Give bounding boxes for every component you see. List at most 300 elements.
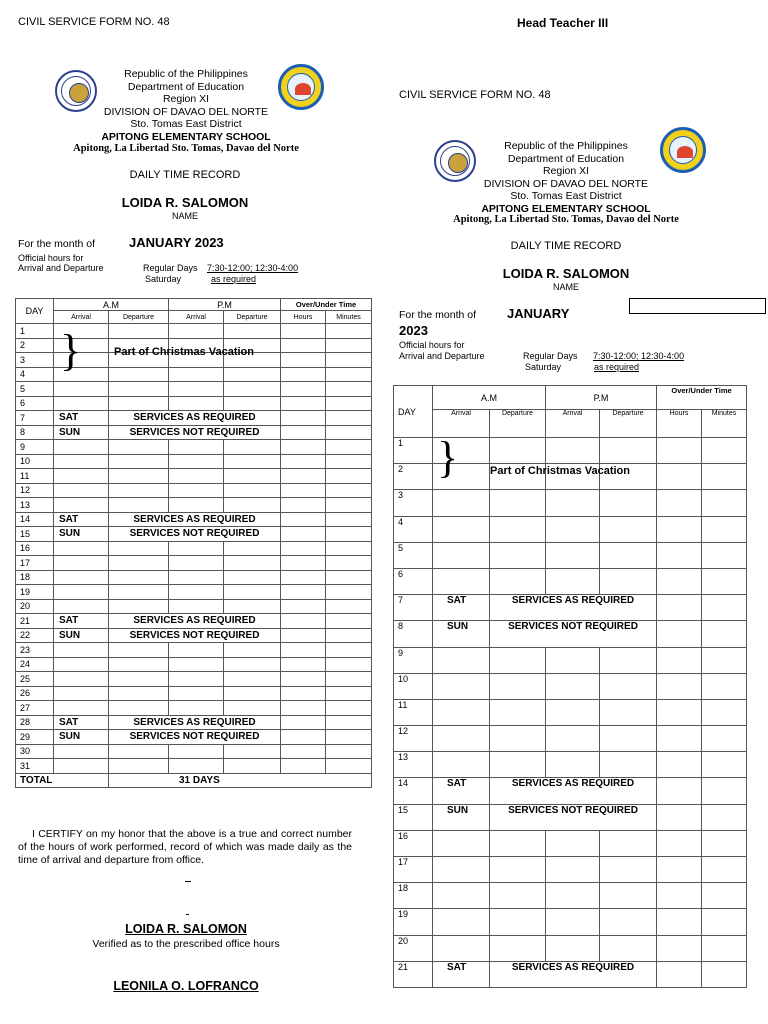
departure-pm-cell[interactable] (224, 324, 281, 339)
minutes-cell[interactable] (326, 628, 372, 643)
minutes-cell[interactable] (326, 483, 372, 498)
minutes-cell[interactable] (326, 701, 372, 716)
departure-pm-cell[interactable] (224, 599, 281, 614)
minutes-cell[interactable] (702, 568, 747, 594)
departure-pm-cell[interactable] (224, 498, 281, 513)
minutes-cell[interactable] (702, 595, 747, 621)
right-christmas-note: Part of Christmas Vacation (490, 465, 630, 477)
hours-cell[interactable] (281, 759, 326, 774)
minutes-cell[interactable] (702, 935, 747, 961)
arrival-pm-cell[interactable] (169, 454, 224, 469)
right-header-minutes: Minutes (702, 410, 747, 438)
day-number: 15 (16, 527, 54, 542)
departure-pm-cell[interactable] (600, 857, 657, 883)
departure-pm-cell[interactable] (224, 367, 281, 382)
departure-pm-cell[interactable] (600, 883, 657, 909)
left-form-number: CIVIL SERVICE FORM NO. 48 (18, 16, 170, 28)
departure-am-cell[interactable] (109, 367, 169, 382)
departure-pm-cell[interactable] (600, 542, 657, 568)
departure-am-cell[interactable] (109, 454, 169, 469)
minutes-cell[interactable] (702, 909, 747, 935)
arrival-pm-cell[interactable] (169, 440, 224, 455)
departure-am-cell[interactable] (109, 701, 169, 716)
arrival-pm-cell[interactable] (546, 516, 600, 542)
arrival-pm-cell[interactable] (546, 490, 600, 516)
departure-pm-cell[interactable] (600, 647, 657, 673)
day-number: 14 (394, 778, 433, 804)
minutes-cell[interactable] (326, 353, 372, 368)
arrival-am-cell[interactable] (433, 699, 490, 725)
hours-cell[interactable] (281, 440, 326, 455)
arrival-pm-cell[interactable] (546, 752, 600, 778)
departure-am-cell[interactable] (490, 830, 546, 856)
right-month-value: JANUARY (507, 306, 570, 321)
departure-am-cell[interactable] (109, 672, 169, 687)
hours-cell[interactable] (281, 367, 326, 382)
minutes-cell[interactable] (702, 621, 747, 647)
departure-am-cell[interactable] (109, 498, 169, 513)
arrival-am-cell[interactable] (433, 542, 490, 568)
arrival-pm-cell[interactable] (546, 438, 600, 464)
departure-am-cell[interactable] (109, 643, 169, 658)
minutes-cell[interactable] (326, 570, 372, 585)
hours-cell[interactable] (281, 425, 326, 440)
arrival-pm-cell[interactable] (546, 883, 600, 909)
weekday-tag: SAT (433, 595, 490, 621)
departure-pm-cell[interactable] (600, 726, 657, 752)
minutes-cell[interactable] (326, 425, 372, 440)
arrival-pm-cell[interactable] (169, 672, 224, 687)
left-header-am: A.M (54, 299, 169, 311)
departure-am-cell[interactable] (490, 542, 546, 568)
arrival-pm-cell[interactable] (169, 643, 224, 658)
table-row (16, 469, 372, 484)
hours-cell[interactable] (657, 857, 702, 883)
minutes-cell[interactable] (326, 643, 372, 658)
service-note: SERVICES AS REQUIRED (490, 778, 657, 804)
hours-cell[interactable] (657, 883, 702, 909)
minutes-cell[interactable] (702, 490, 747, 516)
minutes-cell[interactable] (326, 469, 372, 484)
arrival-am-cell[interactable] (433, 935, 490, 961)
hours-cell[interactable] (657, 830, 702, 856)
hours-cell[interactable] (657, 726, 702, 752)
total-value: 31 DAYS (109, 773, 372, 787)
arrival-pm-cell[interactable] (546, 726, 600, 752)
hours-cell[interactable] (281, 382, 326, 397)
minutes-cell[interactable] (326, 498, 372, 513)
hours-cell[interactable] (281, 454, 326, 469)
left-arrival-departure: Arrival and Departure (18, 263, 104, 273)
departure-am-cell[interactable] (109, 324, 169, 339)
minutes-cell[interactable] (326, 730, 372, 745)
arrival-pm-cell[interactable] (546, 542, 600, 568)
table-row (394, 935, 747, 961)
table-row (16, 498, 372, 513)
arrival-pm-cell[interactable] (169, 367, 224, 382)
hours-cell[interactable] (657, 438, 702, 464)
minutes-cell[interactable] (326, 585, 372, 600)
right-header-arrival-pm: Arrival (546, 410, 600, 438)
arrival-am-cell[interactable] (54, 469, 109, 484)
minutes-cell[interactable] (326, 411, 372, 426)
hours-cell[interactable] (657, 909, 702, 935)
table-row (394, 909, 747, 935)
minutes-cell[interactable] (326, 556, 372, 571)
hours-cell[interactable] (657, 935, 702, 961)
arrival-am-cell[interactable] (54, 744, 109, 759)
departure-pm-cell[interactable] (600, 568, 657, 594)
table-row (16, 454, 372, 469)
departure-pm-cell[interactable] (224, 454, 281, 469)
minutes-cell[interactable] (702, 830, 747, 856)
departure-pm-cell[interactable] (224, 541, 281, 556)
departure-am-cell[interactable] (109, 599, 169, 614)
hours-cell[interactable] (281, 628, 326, 643)
arrival-pm-cell[interactable] (546, 935, 600, 961)
minutes-cell[interactable] (326, 324, 372, 339)
arrival-pm-cell[interactable] (169, 701, 224, 716)
arrival-am-cell[interactable] (54, 382, 109, 397)
day-number: 1 (16, 324, 54, 339)
minutes-cell[interactable] (702, 673, 747, 699)
departure-pm-cell[interactable] (600, 830, 657, 856)
departure-am-cell[interactable] (490, 438, 546, 464)
minutes-cell[interactable] (326, 512, 372, 527)
minutes-cell[interactable] (702, 804, 747, 830)
table-row (16, 730, 372, 745)
arrival-am-cell[interactable] (433, 909, 490, 935)
minutes-cell[interactable] (326, 382, 372, 397)
arrival-pm-cell[interactable] (546, 647, 600, 673)
minutes-cell[interactable] (326, 440, 372, 455)
hours-cell[interactable] (281, 527, 326, 542)
minutes-cell[interactable] (702, 726, 747, 752)
minutes-cell[interactable] (326, 527, 372, 542)
hours-cell[interactable] (281, 686, 326, 701)
arrival-pm-cell[interactable] (169, 382, 224, 397)
hours-cell[interactable] (281, 411, 326, 426)
arrival-am-cell[interactable] (54, 498, 109, 513)
minutes-cell[interactable] (326, 686, 372, 701)
day-number: 29 (16, 730, 54, 745)
hours-cell[interactable] (657, 778, 702, 804)
hours-cell[interactable] (657, 621, 702, 647)
arrival-am-cell[interactable] (433, 568, 490, 594)
departure-am-cell[interactable] (109, 657, 169, 672)
arrival-pm-cell[interactable] (169, 599, 224, 614)
departure-am-cell[interactable] (109, 440, 169, 455)
day-number: 4 (394, 516, 433, 542)
arrival-am-cell[interactable] (54, 483, 109, 498)
arrival-pm-cell[interactable] (169, 541, 224, 556)
departure-am-cell[interactable] (490, 516, 546, 542)
departure-am-cell[interactable] (490, 883, 546, 909)
arrival-pm-cell[interactable] (169, 759, 224, 774)
hours-cell[interactable] (657, 752, 702, 778)
departure-am-cell[interactable] (109, 541, 169, 556)
minutes-cell[interactable] (702, 699, 747, 725)
minutes-cell[interactable] (702, 542, 747, 568)
departure-pm-cell[interactable] (224, 440, 281, 455)
arrival-pm-cell[interactable] (169, 396, 224, 411)
right-arrival-departure: Arrival and Departure (399, 351, 485, 361)
hours-cell[interactable] (281, 483, 326, 498)
hours-cell[interactable] (281, 498, 326, 513)
table-row (394, 804, 747, 830)
arrival-am-cell[interactable] (54, 541, 109, 556)
departure-pm-cell[interactable] (224, 585, 281, 600)
departure-am-cell[interactable] (490, 935, 546, 961)
arrival-am-cell[interactable] (54, 570, 109, 585)
hours-cell[interactable] (281, 614, 326, 629)
service-note: SERVICES NOT REQUIRED (490, 804, 657, 830)
arrival-am-cell[interactable] (54, 686, 109, 701)
arrival-am-cell[interactable] (433, 883, 490, 909)
departure-am-cell[interactable] (109, 396, 169, 411)
departure-am-cell[interactable] (490, 857, 546, 883)
minutes-cell[interactable] (326, 454, 372, 469)
hours-cell[interactable] (281, 570, 326, 585)
day-number: 11 (394, 699, 433, 725)
day-number: 4 (16, 367, 54, 382)
weekday-tag: SAT (54, 411, 109, 426)
minutes-cell[interactable] (702, 961, 747, 987)
departure-pm-cell[interactable] (600, 673, 657, 699)
departure-pm-cell[interactable] (224, 744, 281, 759)
departure-pm-cell[interactable] (224, 570, 281, 585)
departure-am-cell[interactable] (490, 673, 546, 699)
minutes-cell[interactable] (326, 338, 372, 353)
departure-am-cell[interactable] (490, 699, 546, 725)
arrival-am-cell[interactable] (54, 556, 109, 571)
arrival-am-cell[interactable] (54, 454, 109, 469)
arrival-am-cell[interactable] (54, 599, 109, 614)
departure-am-cell[interactable] (109, 570, 169, 585)
arrival-pm-cell[interactable] (169, 585, 224, 600)
arrival-am-cell[interactable] (433, 647, 490, 673)
hours-cell[interactable] (281, 353, 326, 368)
departure-am-cell[interactable] (490, 726, 546, 752)
hours-cell[interactable] (281, 585, 326, 600)
day-number: 11 (16, 469, 54, 484)
arrival-am-cell[interactable] (433, 726, 490, 752)
departure-am-cell[interactable] (109, 469, 169, 484)
hours-cell[interactable] (281, 701, 326, 716)
departure-pm-cell[interactable] (224, 701, 281, 716)
hours-cell[interactable] (281, 643, 326, 658)
weekday-tag: SUN (54, 527, 109, 542)
arrival-pm-cell[interactable] (169, 469, 224, 484)
table-row (16, 701, 372, 716)
departure-pm-cell[interactable] (224, 556, 281, 571)
minutes-cell[interactable] (702, 647, 747, 673)
minutes-cell[interactable] (326, 396, 372, 411)
arrival-pm-cell[interactable] (169, 498, 224, 513)
departure-pm-cell[interactable] (600, 490, 657, 516)
departure-am-cell[interactable] (109, 556, 169, 571)
day-number: 24 (16, 657, 54, 672)
hours-cell[interactable] (657, 647, 702, 673)
departure-am-cell[interactable] (490, 909, 546, 935)
minutes-cell[interactable] (326, 672, 372, 687)
departure-pm-cell[interactable] (600, 909, 657, 935)
left-verified-caption: Verified as to the prescribed office hours (92, 938, 280, 950)
minutes-cell[interactable] (326, 541, 372, 556)
hours-cell[interactable] (657, 595, 702, 621)
table-row (16, 411, 372, 426)
hours-cell[interactable] (281, 541, 326, 556)
minutes-cell[interactable] (702, 778, 747, 804)
departure-am-cell[interactable] (490, 490, 546, 516)
table-row (16, 614, 372, 629)
departure-pm-cell[interactable] (600, 935, 657, 961)
departure-pm-cell[interactable] (600, 699, 657, 725)
departure-am-cell[interactable] (490, 568, 546, 594)
arrival-pm-cell[interactable] (169, 744, 224, 759)
arrival-pm-cell[interactable] (546, 909, 600, 935)
departure-pm-cell[interactable] (224, 657, 281, 672)
arrival-am-cell[interactable] (54, 396, 109, 411)
arrival-pm-cell[interactable] (169, 556, 224, 571)
departure-pm-cell[interactable] (224, 396, 281, 411)
departure-am-cell[interactable] (109, 686, 169, 701)
arrival-am-cell[interactable] (54, 643, 109, 658)
hours-cell[interactable] (281, 324, 326, 339)
table-row (16, 686, 372, 701)
hours-cell[interactable] (657, 568, 702, 594)
arrival-am-cell[interactable] (54, 585, 109, 600)
arrival-am-cell[interactable] (433, 516, 490, 542)
minutes-cell[interactable] (702, 438, 747, 464)
minutes-cell[interactable] (326, 759, 372, 774)
minutes-cell[interactable] (326, 744, 372, 759)
departure-pm-cell[interactable] (224, 686, 281, 701)
left-month-label: For the month of (18, 238, 96, 250)
hours-cell[interactable] (281, 556, 326, 571)
minutes-cell[interactable] (702, 516, 747, 542)
day-number: 14 (16, 512, 54, 527)
hours-cell[interactable] (281, 744, 326, 759)
hours-cell[interactable] (281, 599, 326, 614)
arrival-pm-cell[interactable] (169, 657, 224, 672)
day-number: 6 (394, 568, 433, 594)
departure-pm-cell[interactable] (224, 483, 281, 498)
minutes-cell[interactable] (702, 752, 747, 778)
departure-pm-cell[interactable] (600, 438, 657, 464)
hours-cell[interactable] (657, 673, 702, 699)
left-regular-days-label: Regular Days (143, 263, 198, 273)
minutes-cell[interactable] (326, 614, 372, 629)
arrival-am-cell[interactable] (54, 672, 109, 687)
hours-cell[interactable] (281, 715, 326, 730)
departure-am-cell[interactable] (109, 483, 169, 498)
hours-cell[interactable] (657, 961, 702, 987)
table-row (394, 647, 747, 673)
minutes-cell[interactable] (702, 883, 747, 909)
table-row (394, 726, 747, 752)
arrival-pm-cell[interactable] (546, 673, 600, 699)
arrival-pm-cell[interactable] (546, 830, 600, 856)
service-note: SERVICES NOT REQUIRED (109, 527, 281, 542)
departure-pm-cell[interactable] (224, 672, 281, 687)
minutes-cell[interactable] (702, 464, 747, 490)
hours-cell[interactable] (281, 672, 326, 687)
departure-pm-cell[interactable] (600, 516, 657, 542)
departure-pm-cell[interactable] (224, 469, 281, 484)
departure-am-cell[interactable] (490, 647, 546, 673)
day-number: 30 (16, 744, 54, 759)
day-number: 26 (16, 686, 54, 701)
minutes-cell[interactable] (702, 857, 747, 883)
left-department: Department of Education (127, 80, 245, 93)
minutes-cell[interactable] (326, 715, 372, 730)
arrival-am-cell[interactable] (433, 752, 490, 778)
service-note: SERVICES NOT REQUIRED (109, 730, 281, 745)
day-number: 7 (394, 595, 433, 621)
hours-cell[interactable] (281, 730, 326, 745)
hours-cell[interactable] (281, 469, 326, 484)
left-header-departure-am: Departure (109, 311, 169, 324)
departure-am-cell[interactable] (109, 585, 169, 600)
hours-cell[interactable] (281, 396, 326, 411)
departure-am-cell[interactable] (490, 752, 546, 778)
hours-cell[interactable] (281, 338, 326, 353)
arrival-am-cell[interactable] (433, 857, 490, 883)
arrival-am-cell[interactable] (433, 673, 490, 699)
hours-cell[interactable] (657, 516, 702, 542)
hours-cell[interactable] (281, 657, 326, 672)
departure-am-cell[interactable] (109, 744, 169, 759)
departure-am-cell[interactable] (109, 759, 169, 774)
arrival-am-cell[interactable] (54, 759, 109, 774)
arrival-pm-cell[interactable] (169, 570, 224, 585)
table-row (394, 752, 747, 778)
arrival-pm-cell[interactable] (546, 568, 600, 594)
arrival-pm-cell[interactable] (546, 699, 600, 725)
hours-cell[interactable] (657, 464, 702, 490)
arrival-am-cell[interactable] (54, 440, 109, 455)
departure-pm-cell[interactable] (600, 752, 657, 778)
minutes-cell[interactable] (326, 657, 372, 672)
arrival-pm-cell[interactable] (169, 483, 224, 498)
arrival-am-cell[interactable] (54, 701, 109, 716)
arrival-am-cell[interactable] (54, 657, 109, 672)
arrival-am-cell[interactable] (433, 490, 490, 516)
table-row (394, 542, 747, 568)
arrival-am-cell[interactable] (433, 830, 490, 856)
arrival-pm-cell[interactable] (169, 686, 224, 701)
hours-cell[interactable] (657, 804, 702, 830)
departure-pm-cell[interactable] (224, 643, 281, 658)
hours-cell[interactable] (657, 699, 702, 725)
arrival-pm-cell[interactable] (546, 857, 600, 883)
right-regular-days-label: Regular Days (523, 351, 578, 361)
departure-pm-cell[interactable] (224, 759, 281, 774)
hours-cell[interactable] (281, 512, 326, 527)
table-row (394, 830, 747, 856)
minutes-cell[interactable] (326, 599, 372, 614)
departure-am-cell[interactable] (109, 382, 169, 397)
departure-pm-cell[interactable] (224, 382, 281, 397)
weekday-tag: SUN (54, 628, 109, 643)
hours-cell[interactable] (657, 490, 702, 516)
arrival-pm-cell[interactable] (169, 324, 224, 339)
day-number: 31 (16, 759, 54, 774)
hours-cell[interactable] (657, 542, 702, 568)
minutes-cell[interactable] (326, 367, 372, 382)
left-signature-mark (185, 881, 191, 882)
